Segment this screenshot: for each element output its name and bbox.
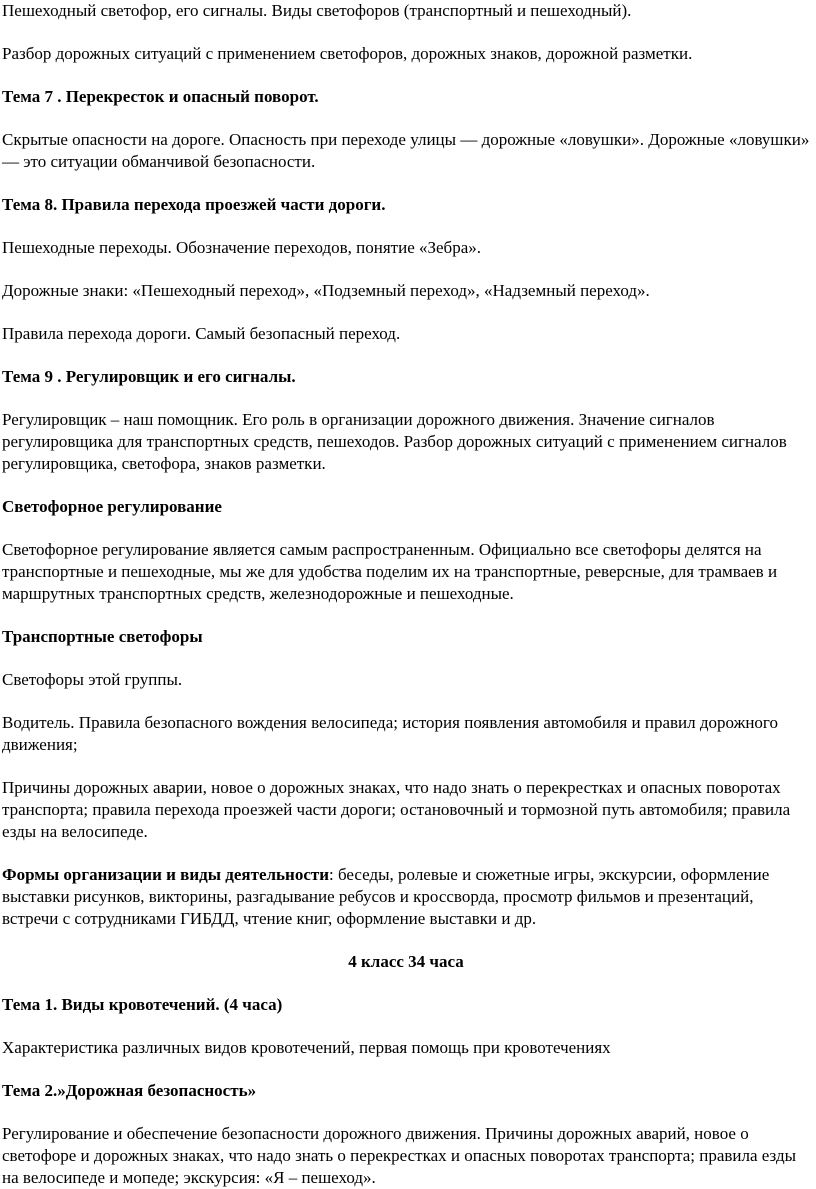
section-heading: Светофорное регулирование <box>2 497 222 516</box>
paragraph-mixed <box>2 864 810 930</box>
paragraph: Светофорное регулирование является самым распространенным. Официально все светофоры делятся на транспортные и пешеходные, мы же для удобства поделим их на транспортные, реверсные, для трамваев и маршрутных транспортных средств, железнодорожные и пешеходные. <box>2 540 778 603</box>
paragraph: Пешеходный светофор, его сигналы. Виды светофоров (транспортный и пешеходный). <box>2 1 632 20</box>
paragraph: Скрытые опасности на дороге. Опасность при переходе улицы — дорожные «ловушки». Дорожные «ловушки» — это ситуации обманчивой безопасности. <box>2 130 810 171</box>
paragraph: Регулирование и обеспечение безопасности дорожного движения. Причины дорожных аварий, новое о светофоре и дорожных знаках, что надо знать о перекрестках и опасных поворотах транспорта; правила езды на велосипеде и мопеде; экскурсия: «Я – пешеход». <box>2 1124 797 1187</box>
section-heading: Тема 7 . Перекресток и опасный поворот. <box>2 87 319 106</box>
paragraph: Светофоры этой группы. <box>2 670 183 689</box>
paragraph: Разбор дорожных ситуаций с применением светофоров, дорожных знаков, дорожной разметки. <box>2 44 693 63</box>
paragraph: Причины дорожных аварии, новое о дорожных знаках, что надо знать о перекрестках и опасных поворотах транспорта; правила перехода проезжей части дороги; остановочный и тормозной путь автомобиля; правила езды на велосипеде. <box>2 778 791 841</box>
section-heading: Тема 2.»Дорожная безопасность» <box>2 1081 257 1100</box>
paragraph: Регулировщик – наш помощник. Его роль в организации дорожного движения. Значение сигналов регулировщика для транспортных средств, пешеходов. Разбор дорожных ситуаций с применением сигналов регулировщика, светофора, знаков разметки. <box>2 410 787 473</box>
section-heading: Тема 9 . Регулировщик и его сигналы. <box>2 367 296 386</box>
section-heading: Транспортные светофоры <box>2 627 203 646</box>
paragraph: Дорожные знаки: «Пешеходный переход», «Подземный переход», «Надземный переход». <box>2 281 650 300</box>
paragraph: Пешеходные переходы. Обозначение переходов, понятие «Зебра». <box>2 238 481 257</box>
inline-text: : беседы, ролевые и сюжетные игры, экскурсии, оформление выставки рисунков, викторины, разгадывание ребусов и кроссворда, просмотр фильмов и презентаций, встречи с сотрудниками ГИБДД, чтение книг, оформление выставки и др. <box>2 865 770 928</box>
section-heading: Тема 1. Виды кровотечений. (4 часа) <box>2 995 283 1014</box>
inline-bold-term: Формы организации и виды деятельности <box>2 865 330 884</box>
paragraph: Характеристика различных видов кровотечений, первая помощь при кровотечениях <box>2 1038 611 1057</box>
section-heading: Тема 8. Правила перехода проезжей части дороги. <box>2 195 386 214</box>
paragraph: Водитель. Правила безопасного вождения велосипеда; история появления автомобиля и правил дорожного движения; <box>2 713 778 754</box>
class-heading: 4 класс 34 часа <box>348 952 464 971</box>
paragraph: Правила перехода дороги. Самый безопасный переход. <box>2 324 401 343</box>
